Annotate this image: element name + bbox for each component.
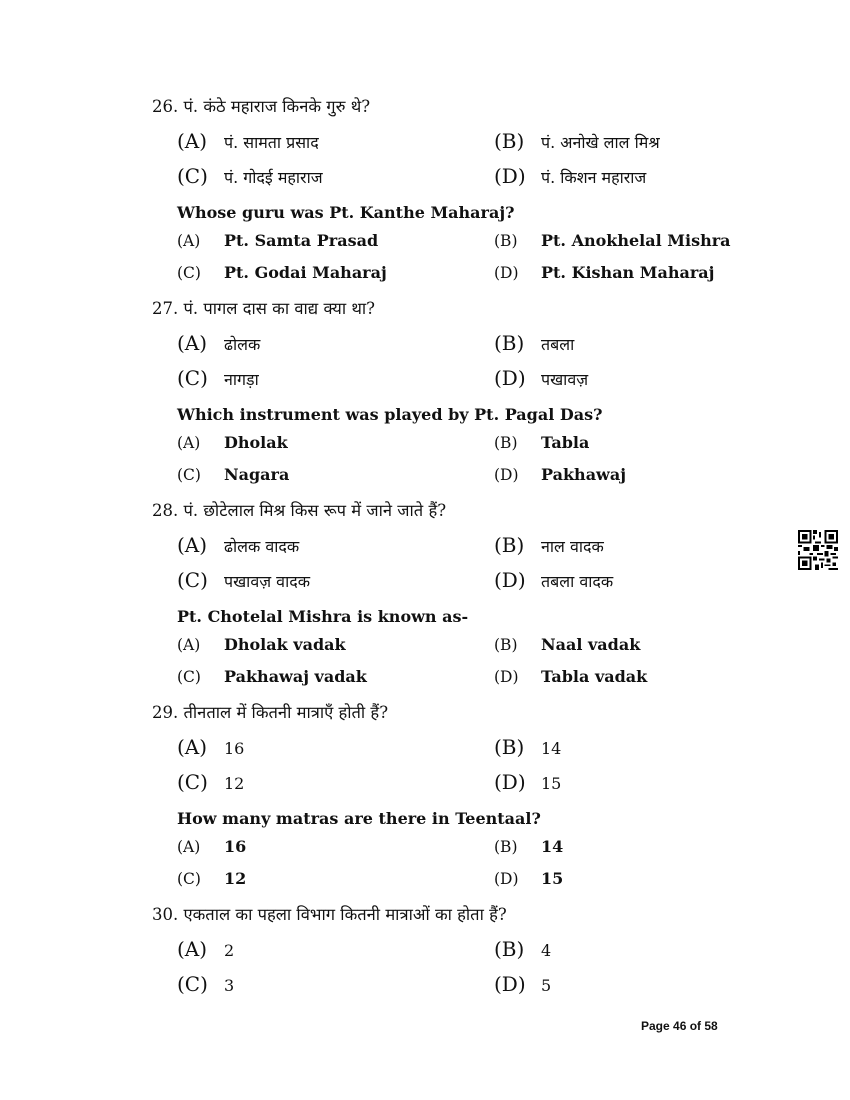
option-label: (D) <box>494 264 519 282</box>
option-label: (B) <box>494 434 518 452</box>
question-block <box>152 295 752 497</box>
english-option-option <box>177 635 346 654</box>
option-label: (B) <box>494 533 525 557</box>
question-title <box>152 93 752 129</box>
option-text: पं. गोदई महाराज <box>224 168 323 187</box>
question-number: 26. <box>152 97 179 116</box>
question-title <box>152 497 752 533</box>
option-label: (D) <box>494 770 526 794</box>
hindi-option-row <box>152 331 752 366</box>
option-text: पं. अनोखे लाल मिश्र <box>541 133 660 152</box>
question-number: 29. <box>152 703 179 722</box>
option-label: (A) <box>177 937 208 961</box>
option-label: (C) <box>177 870 201 888</box>
option-text: 2 <box>224 941 235 960</box>
option-text: पखावज़ वादक <box>224 572 310 591</box>
hindi-option-option <box>494 164 646 188</box>
hindi-option-row <box>152 568 752 603</box>
english-option-option <box>494 231 731 250</box>
hindi-option-option <box>494 331 574 355</box>
option-label: (B) <box>494 129 525 153</box>
option-text: Dholak vadak <box>224 635 346 654</box>
english-option-option <box>494 263 714 282</box>
english-option-option <box>177 837 246 856</box>
english-option-row <box>152 263 752 295</box>
english-option-row <box>152 869 752 901</box>
hindi-option-option <box>177 366 259 390</box>
option-label: (B) <box>494 735 525 759</box>
option-label: (A) <box>177 434 201 452</box>
option-text: 12 <box>224 774 245 793</box>
option-text: Dholak <box>224 433 288 452</box>
option-text: 14 <box>541 739 562 758</box>
question-text-hindi: पं. पागल दास का वाद्य क्या था? <box>183 299 376 318</box>
question-title <box>152 295 752 331</box>
option-label: (C) <box>177 668 201 686</box>
question-sheet <box>152 93 752 1007</box>
option-text: Pakhawaj vadak <box>224 667 367 686</box>
option-text: Pt. Godai Maharaj <box>224 263 387 282</box>
english-option-option <box>494 635 640 654</box>
hindi-option-option <box>494 735 561 759</box>
hindi-option-option <box>177 164 323 188</box>
english-option-row <box>152 635 752 667</box>
hindi-option-option <box>177 568 310 592</box>
option-text: 14 <box>541 837 564 856</box>
option-label: (B) <box>494 636 518 654</box>
option-text: Tabla vadak <box>541 667 648 686</box>
hindi-option-option <box>494 129 660 153</box>
hindi-option-row <box>152 972 752 1007</box>
option-text: पं. किशन महाराज <box>541 168 647 187</box>
english-option-row <box>152 667 752 699</box>
english-option-option <box>177 231 378 250</box>
english-option-row <box>152 465 752 497</box>
hindi-option-option <box>177 937 234 961</box>
hindi-option-row <box>152 129 752 164</box>
question-text-hindi: तीनताल में कितनी मात्राएँ होती हैं? <box>183 703 389 722</box>
question-title <box>152 901 752 937</box>
option-text: ढोलक वादक <box>224 537 300 556</box>
hindi-option-option <box>494 568 613 592</box>
option-text: नाल वादक <box>541 537 604 556</box>
english-option-row <box>152 231 752 263</box>
option-label: (D) <box>494 568 526 592</box>
hindi-option-row <box>152 366 752 401</box>
option-text: Tabla <box>541 433 590 452</box>
question-block <box>152 699 752 901</box>
option-label: (D) <box>494 466 519 484</box>
question-number: 30. <box>152 905 179 924</box>
question-text-hindi: पं. कंठे महाराज किनके गुरु थे? <box>183 97 371 116</box>
hindi-option-option <box>177 972 234 996</box>
english-option-option <box>494 837 563 856</box>
option-text: Pt. Samta Prasad <box>224 231 379 250</box>
question-text-hindi: पं. छोटेलाल मिश्र किस रूप में जाने जाते हैं? <box>183 501 447 520</box>
option-text: 15 <box>541 869 564 888</box>
option-label: (C) <box>177 568 208 592</box>
english-option-option <box>494 667 647 686</box>
option-label: (A) <box>177 838 201 856</box>
option-label: (C) <box>177 264 201 282</box>
option-label: (A) <box>177 232 201 250</box>
english-option-option <box>177 667 367 686</box>
option-text: 5 <box>541 976 552 995</box>
english-option-option <box>494 465 626 484</box>
hindi-option-option <box>494 937 551 961</box>
hindi-option-row <box>152 770 752 805</box>
question-text-english: Which instrument was played by Pt. Pagal Das? <box>177 405 603 424</box>
option-text: पखावज़ <box>541 370 589 389</box>
question-block <box>152 497 752 699</box>
option-text: Pt. Anokhelal Mishra <box>541 231 731 250</box>
hindi-option-option <box>177 770 244 794</box>
english-option-row <box>152 433 752 465</box>
question-text-english: How many matras are there in Teentaal? <box>177 809 541 828</box>
page-number: Page 46 of 58 <box>641 1019 718 1033</box>
option-label: (D) <box>494 668 519 686</box>
option-text: Nagara <box>224 465 290 484</box>
hindi-option-option <box>177 735 244 759</box>
option-label: (A) <box>177 331 208 355</box>
hindi-option-option <box>494 972 551 996</box>
hindi-option-option <box>494 533 604 557</box>
option-label: (B) <box>494 838 518 856</box>
english-option-option <box>494 869 563 888</box>
english-option-option <box>177 263 387 282</box>
hindi-option-option <box>494 366 588 390</box>
hindi-option-row <box>152 164 752 199</box>
option-text: 12 <box>224 869 247 888</box>
option-text: 4 <box>541 941 552 960</box>
qr-code-icon <box>798 530 838 570</box>
option-text: 16 <box>224 739 245 758</box>
hindi-option-option <box>177 331 260 355</box>
option-text: तबला <box>541 335 575 354</box>
english-option-option <box>177 465 289 484</box>
option-text: 16 <box>224 837 247 856</box>
question-number: 28. <box>152 501 179 520</box>
english-option-option <box>177 433 288 452</box>
option-label: (C) <box>177 770 208 794</box>
question-block <box>152 93 752 295</box>
hindi-option-row <box>152 735 752 770</box>
option-label: (A) <box>177 533 208 557</box>
option-label: (D) <box>494 972 526 996</box>
option-label: (A) <box>177 636 201 654</box>
option-label: (B) <box>494 232 518 250</box>
english-option-option <box>494 433 589 452</box>
option-text: Pakhawaj <box>541 465 626 484</box>
option-text: Pt. Kishan Maharaj <box>541 263 715 282</box>
option-text: 3 <box>224 976 235 995</box>
option-text: 15 <box>541 774 562 793</box>
option-label: (D) <box>494 366 526 390</box>
option-label: (D) <box>494 164 526 188</box>
option-label: (C) <box>177 466 201 484</box>
option-label: (A) <box>177 129 208 153</box>
option-text: नागड़ा <box>224 370 259 389</box>
hindi-option-option <box>177 129 319 153</box>
hindi-option-row <box>152 533 752 568</box>
option-label: (B) <box>494 331 525 355</box>
option-text: पं. सामता प्रसाद <box>224 133 319 152</box>
question-number: 27. <box>152 299 179 318</box>
hindi-option-option <box>177 533 299 557</box>
question-block <box>152 901 752 1007</box>
option-label: (C) <box>177 972 208 996</box>
hindi-option-row <box>152 937 752 972</box>
question-text-english: Pt. Chotelal Mishra is known as- <box>177 607 469 626</box>
option-text: ढोलक <box>224 335 261 354</box>
option-text: Naal vadak <box>541 635 641 654</box>
english-option-option <box>177 869 246 888</box>
english-option-row <box>152 837 752 869</box>
option-label: (B) <box>494 937 525 961</box>
question-text-english: Whose guru was Pt. Kanthe Maharaj? <box>177 203 515 222</box>
hindi-option-option <box>494 770 561 794</box>
option-label: (D) <box>494 870 519 888</box>
question-text-hindi: एकताल का पहला विभाग कितनी मात्राओं का होता हैं? <box>183 905 507 924</box>
option-label: (A) <box>177 735 208 759</box>
option-text: तबला वादक <box>541 572 614 591</box>
question-title <box>152 699 752 735</box>
option-label: (C) <box>177 164 208 188</box>
option-label: (C) <box>177 366 208 390</box>
